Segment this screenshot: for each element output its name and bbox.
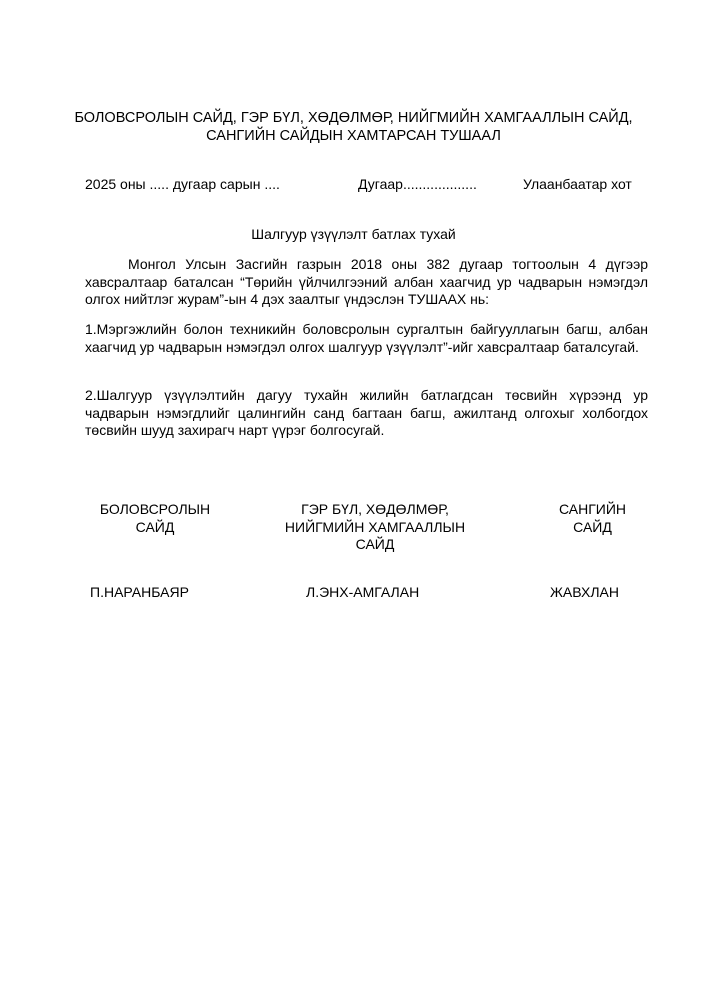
order-item-2: 2.Шалгуур үзүүлэлтийн дагуу тухайн жилийн батлагдсан төсвийн хүрээнд ур чадварын нэмэгдлийг цалингийн санд багтаан багш, ажилтанд олгохыг холбогдох төсвийн шууд захирагч нарт үүрэг болгосугай. [85,387,648,438]
order-number: Дугаар................... [358,176,477,192]
signatory-name-finance: ЖАВХЛАН [550,584,619,600]
title-line-2: САНГИЙН САЙДЫН ХАМТАРСАН ТУШААЛ [206,128,501,144]
title-line-1: БОЛОВСРОЛЫН САЙД, ГЭР БҮЛ, ХӨДӨЛМӨР, НИЙГМИЙН ХАМГААЛЛЫН САЙД, [74,110,633,126]
order-subject: Шалгуур үзүүлэлт батлах тухай [251,226,456,242]
order-city: Улаанбаатар хот [523,176,632,192]
signatory-title-line: САЙД [355,536,395,552]
preamble-paragraph: Монгол Улсын Засгийн газрын 2018 оны 382 дугаар тогтоолын 4 дүгээр хавсралтаар баталсан “Төрийн үйлчилгээний албан хаагчид ур чадварын нэмэгдэл олгох нийтлэг журам”-ын 4 дэх заалтыг үндэслэн ТУШААХ нь: [85,256,648,307]
signatory-title-line: ГЭР БҮЛ, ХӨДӨЛМӨР, [301,501,449,517]
signatory-name-education: П.НАРАНБАЯР [90,584,189,600]
document-title [60,109,647,145]
signatory-title-line: БОЛОВСРОЛЫН [99,501,211,517]
order-item-1: 1.Мэргэжлийн болон техникийн боловсролын сургалтын байгууллагын багш, албан хаагчид ур чадварын нэмэгдэл олгох шалгуур үзүүлэлт”-ийг хавсралтаар баталсугай. [85,321,648,355]
signatory-title-line: НИЙГМИЙН ХАМГААЛЛЫН [284,518,466,535]
order-date: 2025 оны ..... дугаар сарын .... [85,176,280,192]
signatory-title-education [85,501,225,536]
signatory-title-line: САЙД [573,518,612,535]
signatory-title-line: САЙД [135,518,175,535]
signatory-title-finance [520,501,665,536]
signatory-name-labor: Л.ЭНХ-АМГАЛАН [306,584,420,600]
signatory-title-labor [260,501,490,554]
signatory-title-line: САНГИЙН [558,501,627,517]
